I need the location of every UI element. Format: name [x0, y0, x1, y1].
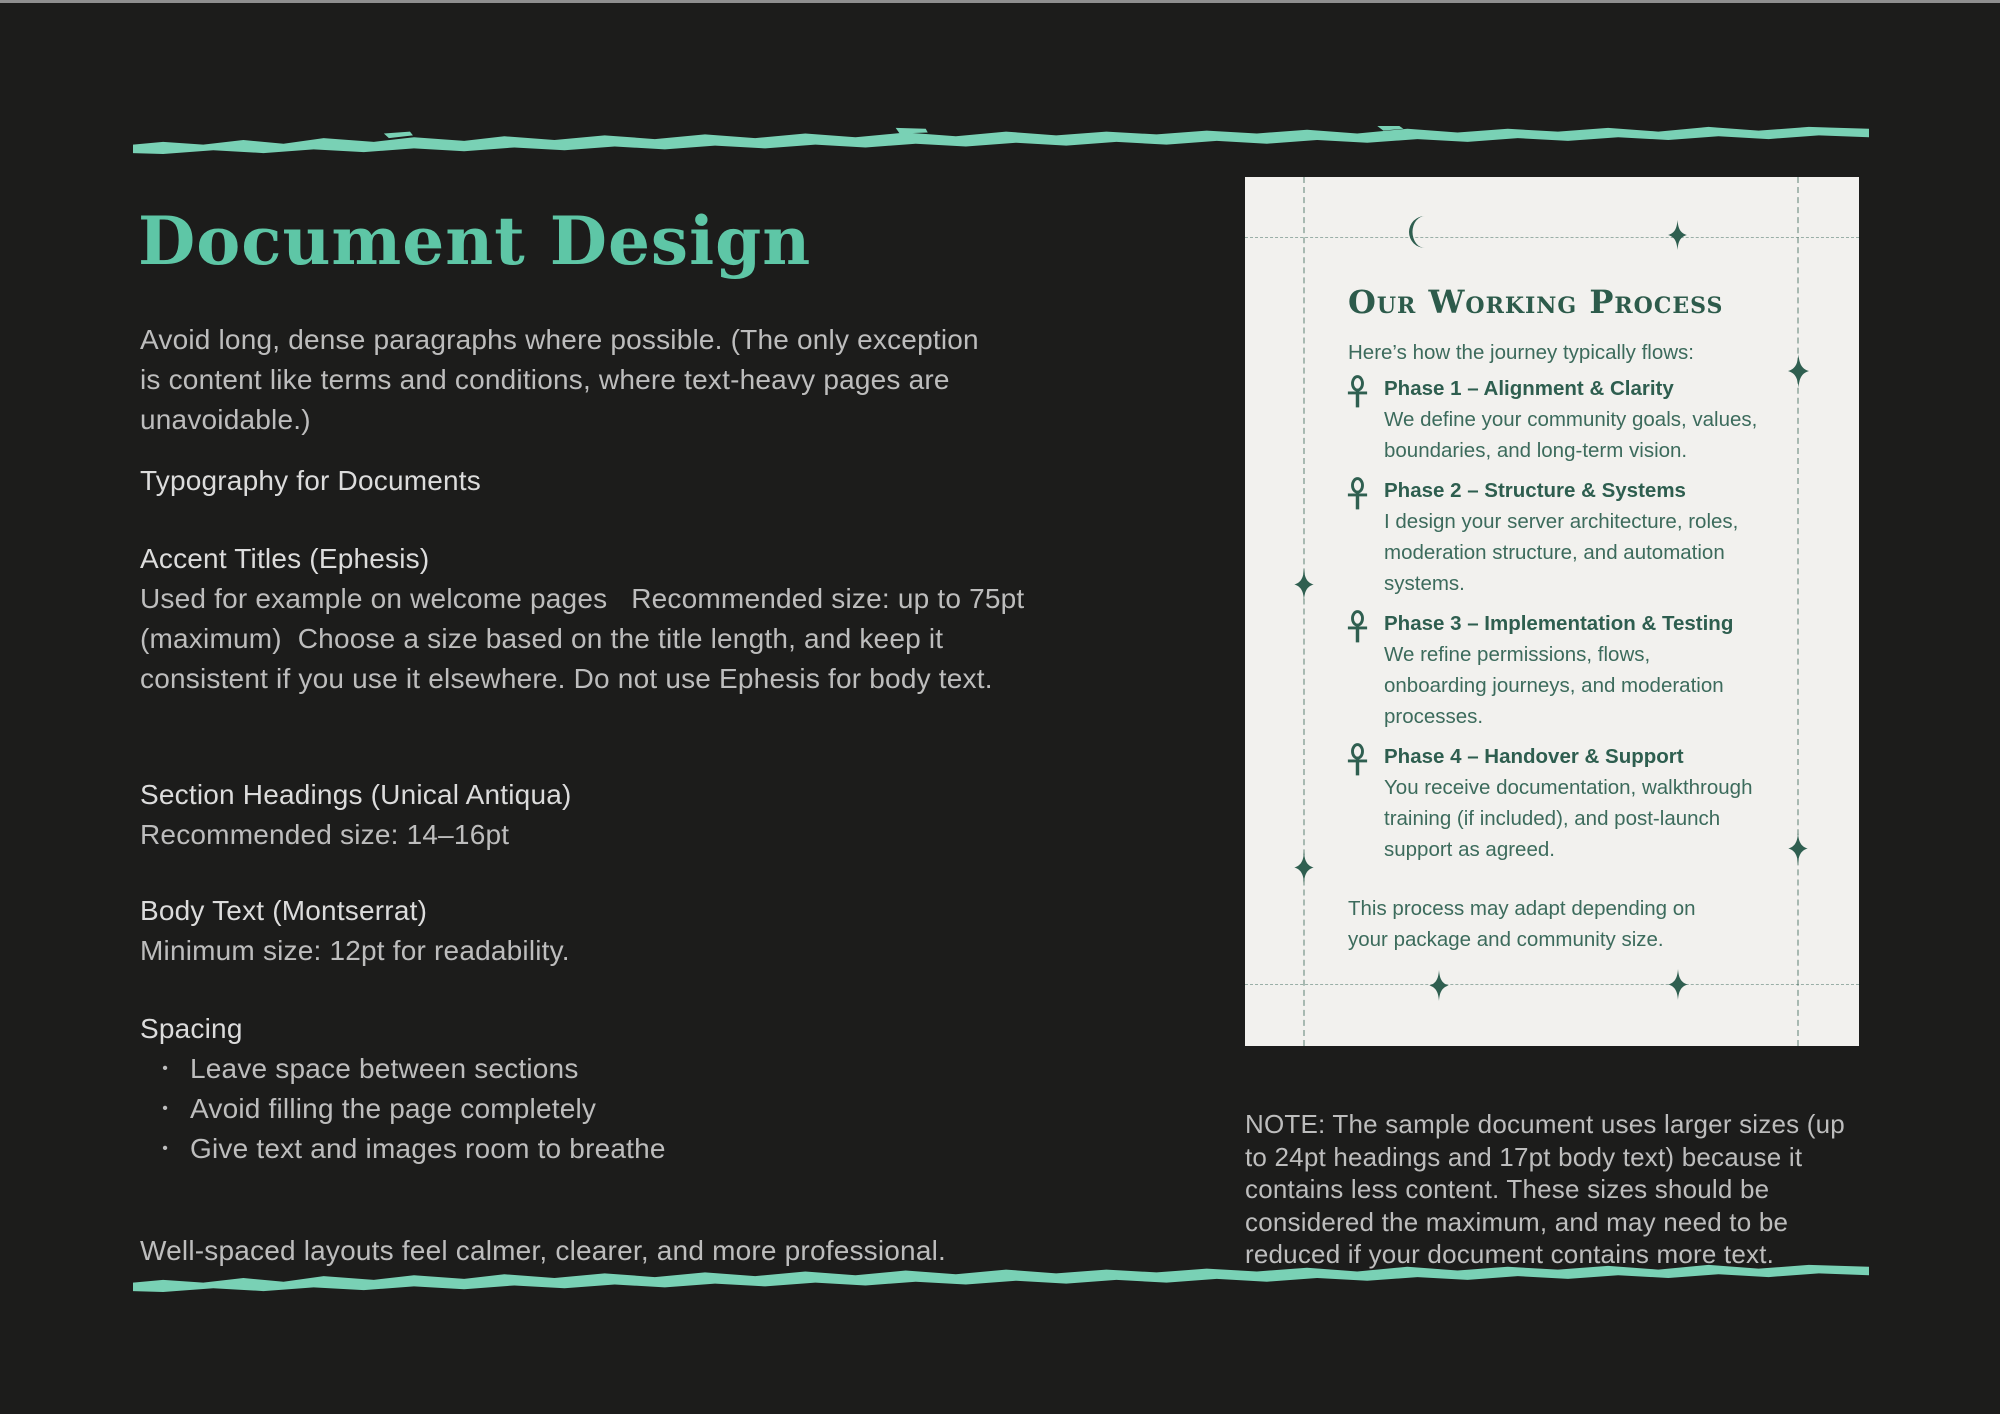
list-item-phase-3: [1345, 608, 1815, 732]
phase-body: You receive documentation, walkthrough training (if included), and post-launch support as agreed.: [1384, 776, 1753, 861]
list-item: • Give text and images room to breathe: [140, 1129, 1040, 1169]
list-item-phase-1: [1345, 373, 1815, 466]
body-text-heading: Body Text (Montserrat): [140, 895, 428, 926]
spacing-heading: Spacing: [140, 1013, 243, 1044]
section-headings-body: Recommended size: 14–16pt: [140, 819, 510, 850]
accent-titles-heading: Accent Titles (Ephesis): [140, 543, 430, 574]
sparkle-icon: [1294, 852, 1314, 883]
spacing-bullet-list: [140, 1049, 1040, 1169]
typography-heading: Typography for Documents: [140, 465, 481, 496]
list-item: • Leave space between sections: [140, 1049, 1040, 1089]
sparkle-icon: [1668, 969, 1688, 1000]
bullet-dot: •: [162, 1140, 168, 1157]
card-title: Our Working Process: [1348, 283, 1724, 321]
phase-title: Phase 4 – Handover & Support: [1384, 745, 1684, 768]
card-closing-text: This process may adapt depending on your package and community size.: [1348, 897, 1696, 951]
list-item-phase-2: [1345, 475, 1815, 599]
page-title: Document Design: [138, 202, 812, 281]
frame-line-top: [1245, 237, 1859, 238]
phase-title: Phase 3 – Implementation & Testing: [1384, 612, 1734, 635]
ankh-icon: [1345, 477, 1370, 511]
accent-titles-body: Used for example on welcome pages Recommended size: up to 75pt (maximum) Choose a size based on the title length, and keep it consistent if you use it elsewhere. Do not use Ephesis for body text.: [140, 583, 1033, 694]
card-subtitle: Here’s how the journey typically flows:: [1348, 341, 1694, 364]
section-headings-heading: Section Headings (Unical Antiqua): [140, 779, 572, 810]
bullet-dot: •: [162, 1060, 168, 1077]
phase-title: Phase 1 – Alignment & Clarity: [1384, 377, 1674, 400]
note-paragraph: NOTE: The sample document uses larger sizes (up to 24pt headings and 17pt body text) because it contains less content. These sizes should be considered the maximum, and may need to be reduced if your document contains more text.: [1245, 1109, 1845, 1269]
window-top-edge: [0, 0, 2000, 3]
list-item: • Avoid filling the page completely: [140, 1089, 1040, 1129]
brush-stroke-top: [133, 126, 1869, 154]
bullet-dot: •: [162, 1100, 168, 1117]
ankh-icon: [1345, 610, 1370, 644]
intro-paragraph: Avoid long, dense paragraphs where possible. (The only exception is content like terms and conditions, where text-heavy pages are unavoidable.): [140, 324, 979, 435]
ankh-icon: [1345, 743, 1370, 777]
ankh-icon: [1345, 375, 1370, 409]
phase-title: Phase 2 – Structure & Systems: [1384, 479, 1686, 502]
left-closing-line: Well-spaced layouts feel calmer, clearer, and more professional.: [140, 1235, 947, 1266]
sparkle-icon: [1294, 569, 1314, 600]
frame-line-left: [1303, 177, 1305, 1046]
list-item-phase-4: [1345, 741, 1815, 865]
sparkle-icon: [1429, 970, 1449, 1001]
sample-document-card: [1245, 177, 1859, 1046]
phase-list: [1345, 373, 1815, 874]
body-text-body: Minimum size: 12pt for readability.: [140, 935, 570, 966]
phase-body: We define your community goals, values, boundaries, and long-term vision.: [1384, 408, 1758, 462]
crescent-moon-icon: [1404, 215, 1426, 249]
frame-line-bottom: [1245, 984, 1859, 985]
phase-body: We refine permissions, flows, onboarding journeys, and moderation processes.: [1384, 643, 1724, 728]
sparkle-icon: [1668, 220, 1687, 250]
phase-body: I design your server architecture, roles, moderation structure, and automation systems.: [1384, 510, 1739, 595]
